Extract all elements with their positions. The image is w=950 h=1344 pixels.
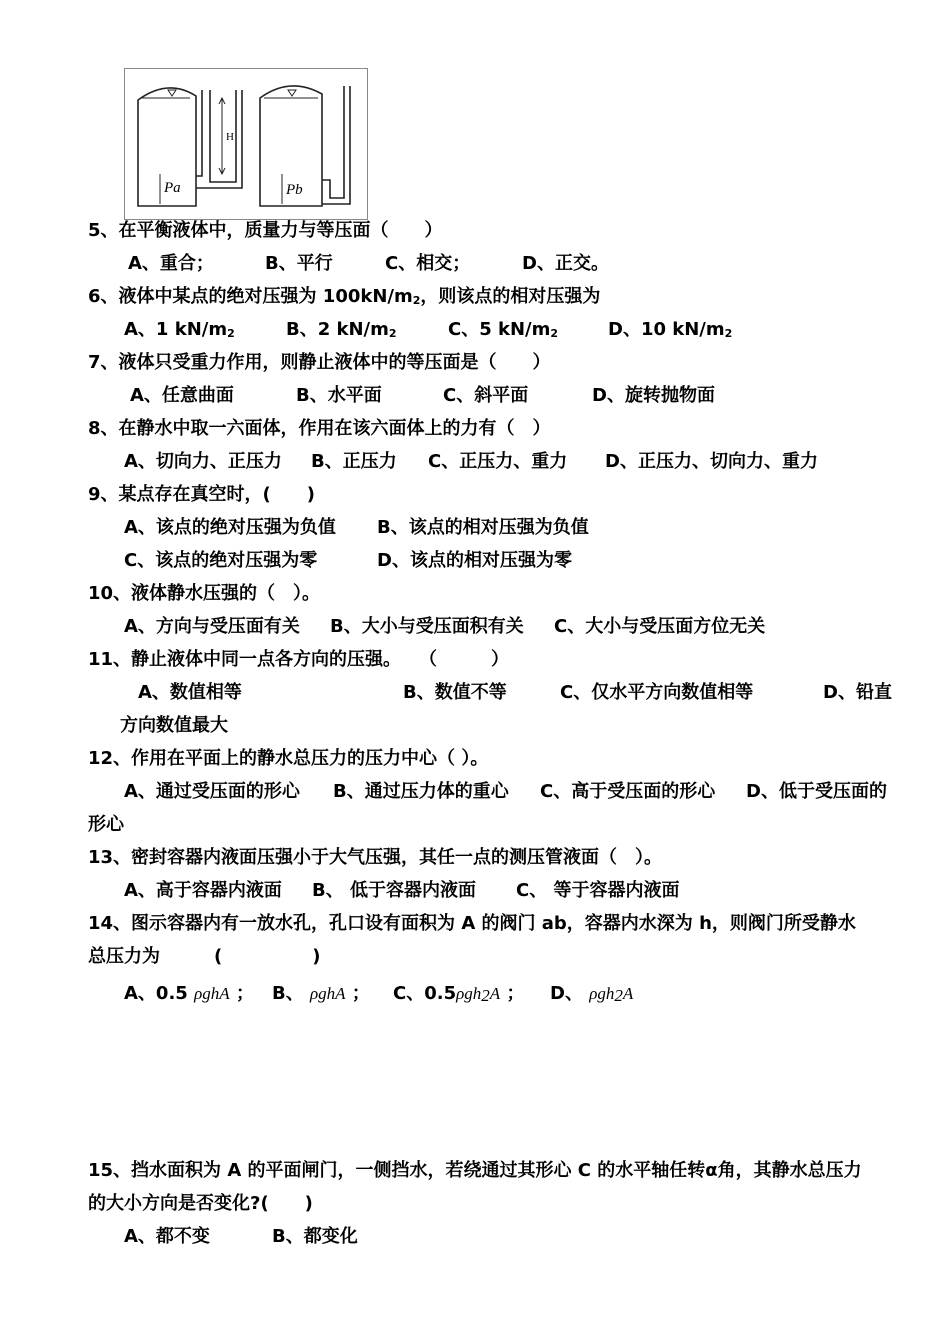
q8-option-c: C、正压力、重力 bbox=[428, 451, 568, 472]
q13-stem: 13、密封容器内液面压强小于大气压强，其任一点的测压管液面（ ）。 bbox=[88, 847, 663, 868]
label-pa: Pa bbox=[164, 180, 181, 196]
q11-option-b: B、数值不等 bbox=[403, 682, 507, 703]
q12-option-d-cont: 形心 bbox=[88, 814, 124, 835]
q15-option-b: B、都变化 bbox=[272, 1226, 358, 1247]
q13-option-c: C、 等于容器内液面 bbox=[516, 880, 680, 901]
q6-option-a: A、1 kN/m2 bbox=[124, 319, 235, 340]
q7-stem: 7、液体只受重力作用，则静止液体中的等压面是（ ） bbox=[88, 352, 551, 373]
q13-option-b: B、 低于容器内液面 bbox=[312, 880, 476, 901]
q12-stem: 12、作用在平面上的静水总压力的压力中心（ ）。 bbox=[88, 748, 489, 769]
q10-option-a: A、方向与受压面有关 bbox=[124, 616, 300, 637]
q7-option-a: A、任意曲面 bbox=[130, 385, 234, 406]
q11-option-d: D、铅直 bbox=[823, 682, 892, 703]
q9-option-b: B、该点的相对压强为负值 bbox=[377, 517, 589, 538]
q14-stem-line1: 14、图示容器内有一放水孔，孔口设有面积为 A 的阀门 ab，容器内水深为 h，则阀门所受静水 bbox=[88, 913, 856, 934]
q5-option-c: C、相交； bbox=[385, 253, 471, 274]
q14-option-b: B、 ρghA ； bbox=[272, 983, 370, 1004]
q8-option-d: D、正压力、切向力、重力 bbox=[605, 451, 818, 472]
q15-stem-line1: 15、挡水面积为 A 的平面闸门，一侧挡水，若绕通过其形心 C 的水平轴任转α角，其静水总压力 bbox=[88, 1160, 862, 1181]
q5-option-d: D、正交。 bbox=[522, 253, 609, 274]
q9-option-c: C、该点的绝对压强为零 bbox=[124, 550, 318, 571]
q11-option-c: C、仅水平方向数值相等 bbox=[560, 682, 754, 703]
q7-option-c: C、斜平面 bbox=[443, 385, 529, 406]
q14-option-a: A、0.5 ρghA ； bbox=[124, 983, 254, 1004]
q12-option-c: C、高于受压面的形心 bbox=[540, 781, 716, 802]
q11-stem: 11、静止液体中同一点各方向的压强。 （ ） bbox=[88, 649, 510, 670]
q15-option-a: A、都不变 bbox=[124, 1226, 210, 1247]
q15-stem-line2: 的大小方向是否变化?( ) bbox=[88, 1193, 313, 1214]
q6-option-c: C、5 kN/m2 bbox=[448, 319, 559, 340]
q10-option-c: C、大小与受压面方位无关 bbox=[554, 616, 766, 637]
q10-stem: 10、液体静水压强的（ ）。 bbox=[88, 583, 321, 604]
q9-option-d: D、该点的相对压强为零 bbox=[377, 550, 572, 571]
q8-option-a: A、切向力、正压力 bbox=[124, 451, 282, 472]
q6-option-d: D、10 kN/m2 bbox=[608, 319, 733, 340]
q14-stem-line2: 总压力为 ( ) bbox=[88, 946, 321, 967]
q11-option-d-cont: 方向数值最大 bbox=[120, 715, 228, 736]
q9-stem: 9、某点存在真空时，( ) bbox=[88, 484, 315, 505]
q14-option-d: D、 ρgh2A bbox=[550, 983, 634, 1005]
q5-option-a: A、重合； bbox=[128, 253, 214, 274]
q5-stem: 5、在平衡液体中，质量力与等压面（ ） bbox=[88, 220, 443, 241]
tank-manometer-figure bbox=[124, 68, 368, 220]
label-pb: Pb bbox=[286, 182, 303, 198]
q12-option-a: A、通过受压面的形心 bbox=[124, 781, 300, 802]
q10-option-b: B、大小与受压面积有关 bbox=[330, 616, 524, 637]
q6-stem: 6、液体中某点的绝对压强为 100kN/m2，则该点的相对压强为 bbox=[88, 286, 601, 307]
q6-option-b: B、2 kN/m2 bbox=[286, 319, 397, 340]
q7-option-d: D、旋转抛物面 bbox=[592, 385, 715, 406]
q7-option-b: B、水平面 bbox=[296, 385, 382, 406]
q13-option-a: A、高于容器内液面 bbox=[124, 880, 282, 901]
q12-option-d: D、低于受压面的 bbox=[746, 781, 887, 802]
q12-option-b: B、通过压力体的重心 bbox=[333, 781, 509, 802]
q14-option-c: C、0.5ρgh2A ； bbox=[393, 983, 525, 1005]
q8-option-b: B、正压力 bbox=[311, 451, 397, 472]
q5-option-b: B、平行 bbox=[265, 253, 333, 274]
q11-option-a: A、数值相等 bbox=[138, 682, 242, 703]
q8-stem: 8、在静水中取一六面体，作用在该六面体上的力有（ ） bbox=[88, 418, 551, 439]
label-h: H bbox=[226, 131, 234, 143]
q9-option-a: A、该点的绝对压强为负值 bbox=[124, 517, 336, 538]
